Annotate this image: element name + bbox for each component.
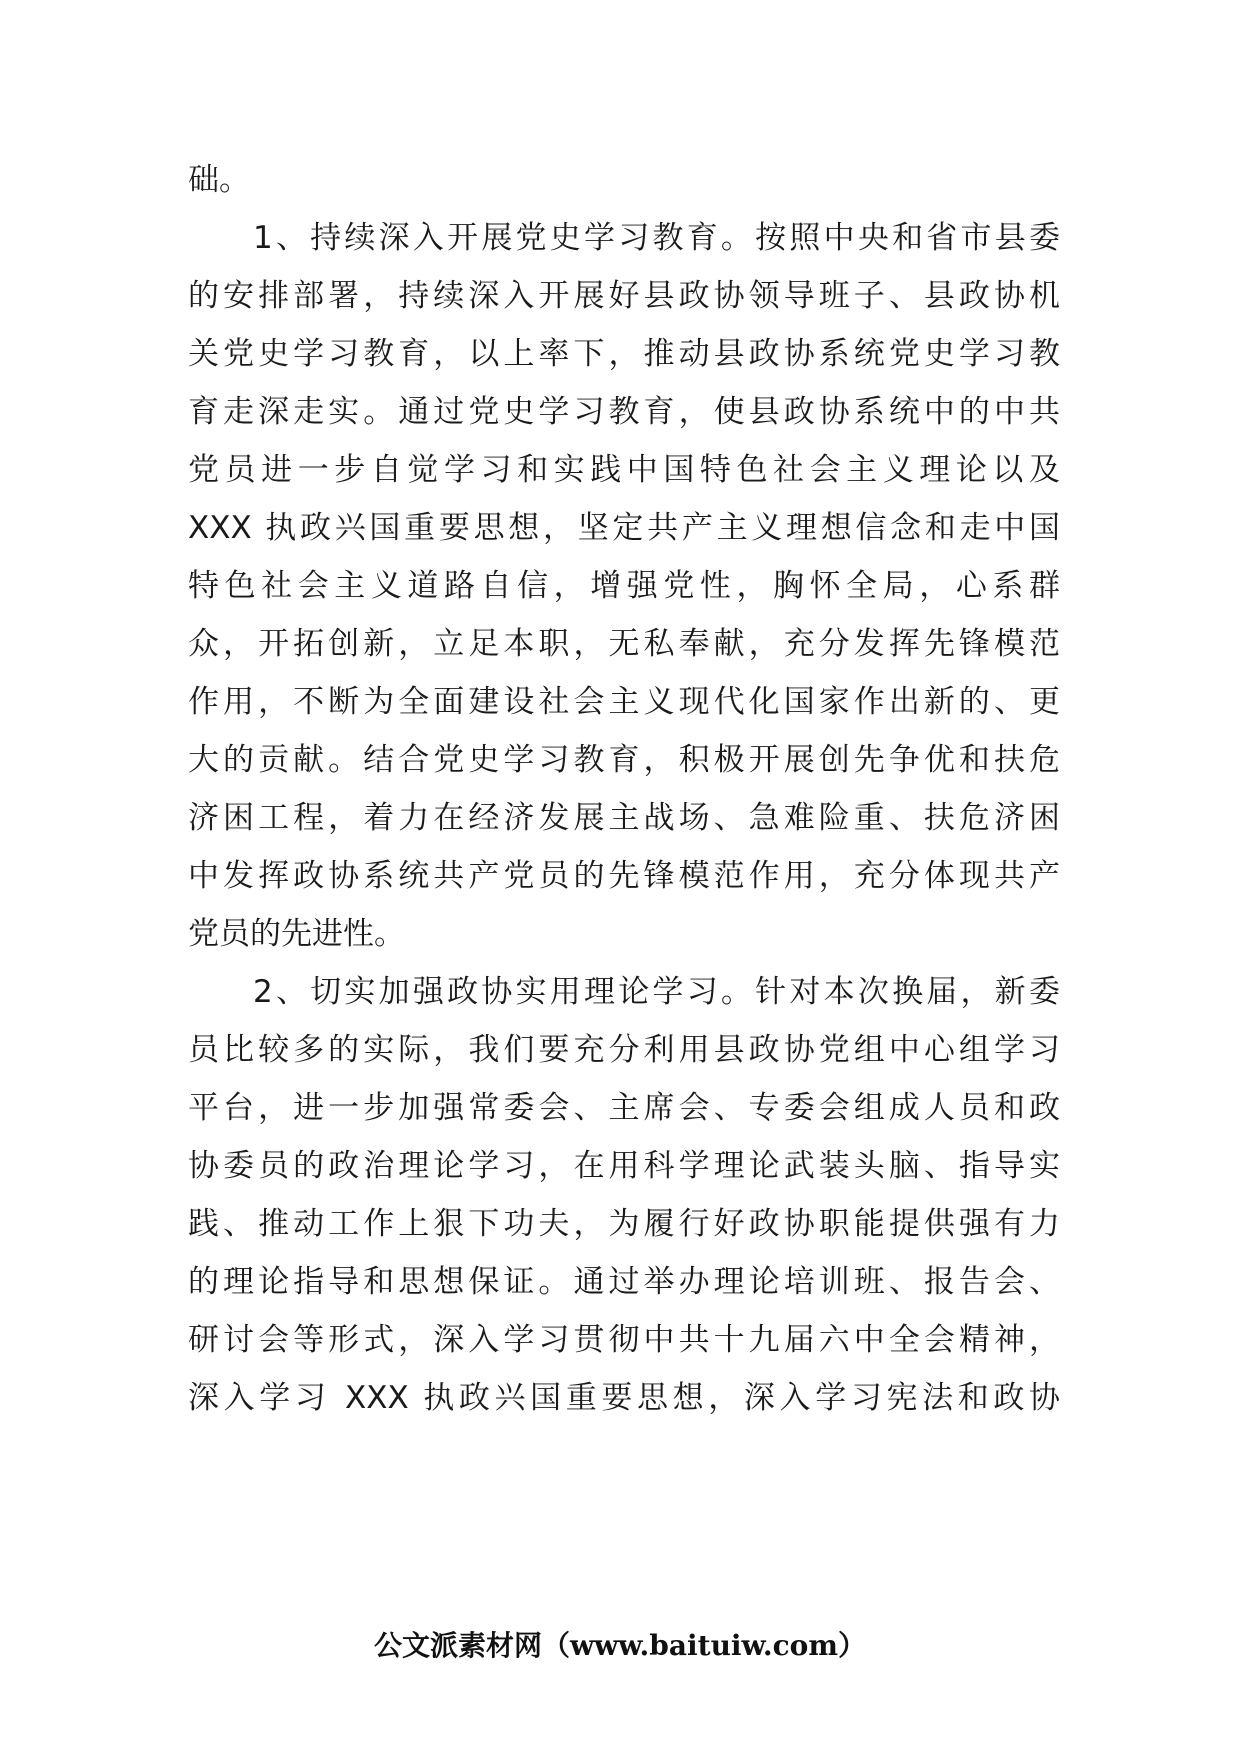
paragraph-2-start: 2、切实加强政协实用理论学习。针对本次换届，新委 [253, 974, 1060, 1010]
text-line: 党员进一步自觉学习和实践中国特色社会主义理论以及 [188, 452, 1060, 488]
text-line: 作用，不断为全面建设社会主义现代化国家作出新的、更 [188, 684, 1060, 720]
text-line: 特色社会主义道路自信，增强党性，胸怀全局，心系群 [188, 568, 1060, 604]
text-line: 众，开拓创新，立足本职，无私奉献，充分发挥先锋模范 [188, 626, 1060, 662]
text-line: 济困工程，着力在经济发展主战场、急难险重、扶危济困 [188, 800, 1060, 836]
text-line: 的安排部署，持续深入开展好县政协领导班子、县政协机 [188, 278, 1060, 314]
text-line: 中发挥政协系统共产党员的先锋模范作用，充分体现共产 [188, 858, 1060, 894]
text-line: 平台，进一步加强常委会、主席会、专委会组成人员和政 [188, 1090, 1060, 1126]
text-line: 协委员的政治理论学习，在用科学理论武装头脑、指导实 [188, 1148, 1060, 1184]
text-line: 员比较多的实际，我们要充分利用县政协党组中心组学习 [188, 1032, 1060, 1068]
text-line: 深入学习 XXX 执政兴国重要思想，深入学习宪法和政协 [188, 1380, 1060, 1416]
text-line: 关党史学习教育，以上率下，推动县政协系统党史学习教 [188, 336, 1060, 372]
text-line: 研讨会等形式，深入学习贯彻中共十九届六中全会精神， [188, 1322, 1060, 1358]
text-line: XXX 执政兴国重要思想，坚定共产主义理想信念和走中国 [188, 510, 1060, 546]
text-line: 育走深走实。通过党史学习教育，使县政协系统中的中共 [188, 394, 1060, 430]
text-line: 大的贡献。结合党史学习教育，积极开展创先争优和扶危 [188, 742, 1060, 778]
text-line: 础。 [188, 162, 250, 198]
footer-watermark: 公文派素材网（www.baituiw.com） [374, 1629, 866, 1662]
paragraph-1-start: 1、持续深入开展党史学习教育。按照中央和省市县委 [253, 220, 1060, 256]
text-line: 的理论指导和思想保证。通过举办理论培训班、报告会、 [188, 1264, 1060, 1300]
text-line: 践、推动工作上狠下功夫，为履行好政协职能提供强有力 [188, 1206, 1060, 1242]
text-line: 党员的先进性。 [188, 916, 405, 952]
